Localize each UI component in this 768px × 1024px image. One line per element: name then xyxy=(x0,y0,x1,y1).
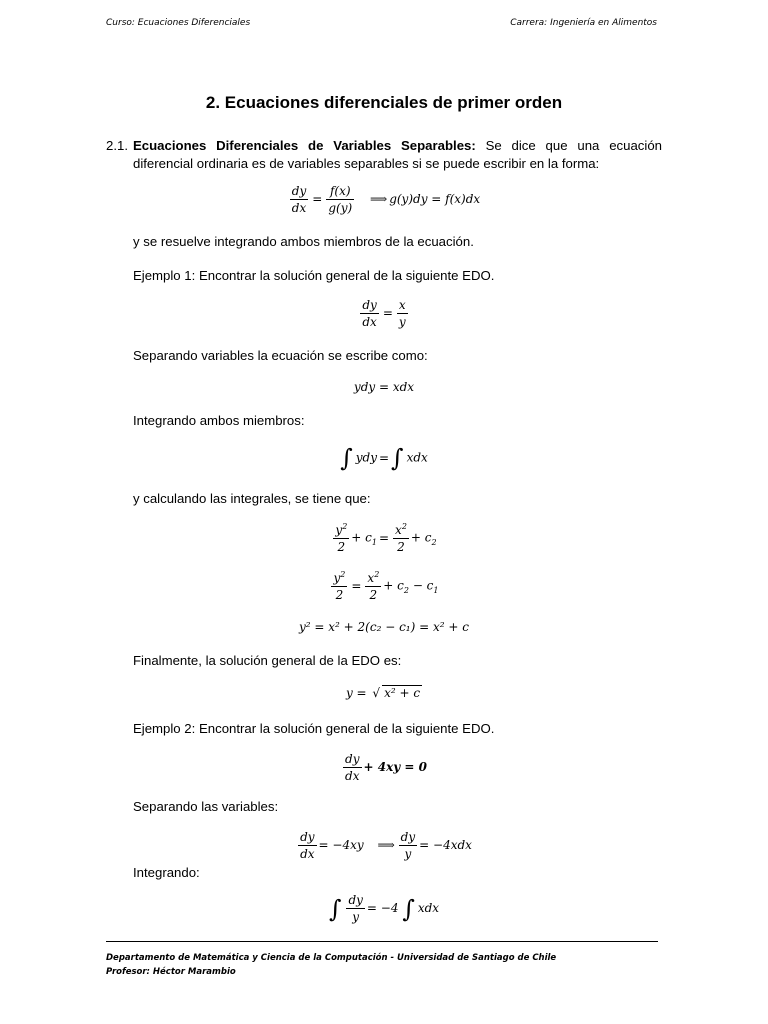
equation-constants-1: $\frac{y^2}{2}$ + $c_1$ = $\frac{x^2}{2}$ + $c_2$ xyxy=(335,522,437,554)
footer-divider xyxy=(106,941,658,942)
integral-sign: ∫ xyxy=(340,444,353,472)
equation-separated-2: $\frac{dy}{dx}$ = −4xy ⟹ $\frac{dy}{y}$ = −4xdx xyxy=(300,830,472,861)
footer-department: Departamento de Matemática y Ciencia de la Computación - Universidad de Santiago de Chile xyxy=(106,953,557,963)
paragraph-separating-1: Separando variables la ecuación se escribe como: xyxy=(133,348,428,363)
paragraph-resolve: y se resuelve integrando ambos miembros de la ecuación. xyxy=(133,234,474,249)
paragraph-example-1: Ejemplo 1: Encontrar la solución general de la siguiente EDO. xyxy=(133,268,495,283)
paragraph-finally: Finalmente, la solución general de la EDO es: xyxy=(133,653,402,668)
section-heading: Ecuaciones Diferenciales de Variables Separables: xyxy=(133,138,476,153)
footer-professor: Profesor: Héctor Marambio xyxy=(106,967,236,977)
equation-example-1: $\frac{dy}{dx}$ = $\frac{x}{y}$ xyxy=(362,298,406,329)
paragraph-integrating-2: Integrando: xyxy=(133,865,200,880)
section-intro-text: Se dice que una ecuación diferencial ordinaria es de variables separables si se puede escribir en la forma: xyxy=(133,138,662,171)
equation-constants-3: y² = x² + 2(c₂ − c₁) = x² + c xyxy=(299,620,469,634)
paragraph-integrating-1: Integrando ambos miembros: xyxy=(133,413,305,428)
integral-sign: ∫ xyxy=(391,444,404,472)
integral-sign: ∫ xyxy=(328,894,342,923)
fraction: $\frac{dy}{dx}$ xyxy=(291,184,307,215)
equation-general-form: $\frac{dy}{dx}$ = $\frac{f(x)}{g(y)}$ ⟹ g(y)dy = f(x)dx xyxy=(291,184,481,215)
paragraph-example-2: Ejemplo 2: Encontrar la solución general de la siguiente EDO. xyxy=(133,721,495,736)
equation-example-2: $\frac{dy}{dx}$ + 4xy = 0 xyxy=(345,752,427,783)
equation-integral-1: ∫ ydy =∫ xdx xyxy=(340,444,428,472)
header-course: Curso: Ecuaciones Diferenciales xyxy=(106,18,251,28)
header-career: Carrera: Ingeniería en Alimentos xyxy=(510,18,657,28)
integral-sign: ∫ xyxy=(402,894,415,923)
section-intro xyxy=(133,137,662,173)
section-number: 2.1. xyxy=(106,138,128,153)
section-2-1 xyxy=(106,137,662,173)
fraction: $\frac{f(x)}{g(y)}$ xyxy=(328,184,353,215)
page-title: 2. Ecuaciones diferenciales de primer orden xyxy=(205,93,563,112)
equation-solution: y = √ x² + c xyxy=(345,686,421,700)
equation-constants-2: $\frac{y^2}{2}$ = $\frac{x^2}{2}$ + $c_2 - c_1$ xyxy=(333,570,439,602)
paragraph-separating-2: Separando las variables: xyxy=(133,799,279,814)
equation-separated-1: ydy = xdx xyxy=(353,380,415,394)
paragraph-calculating: y calculando las integrales, se tiene que: xyxy=(133,491,371,506)
equation-integral-2: ∫ $\frac{dy}{y}$ = −4 ∫ xdx xyxy=(328,893,440,924)
square-root: √ x² + c xyxy=(372,686,421,700)
